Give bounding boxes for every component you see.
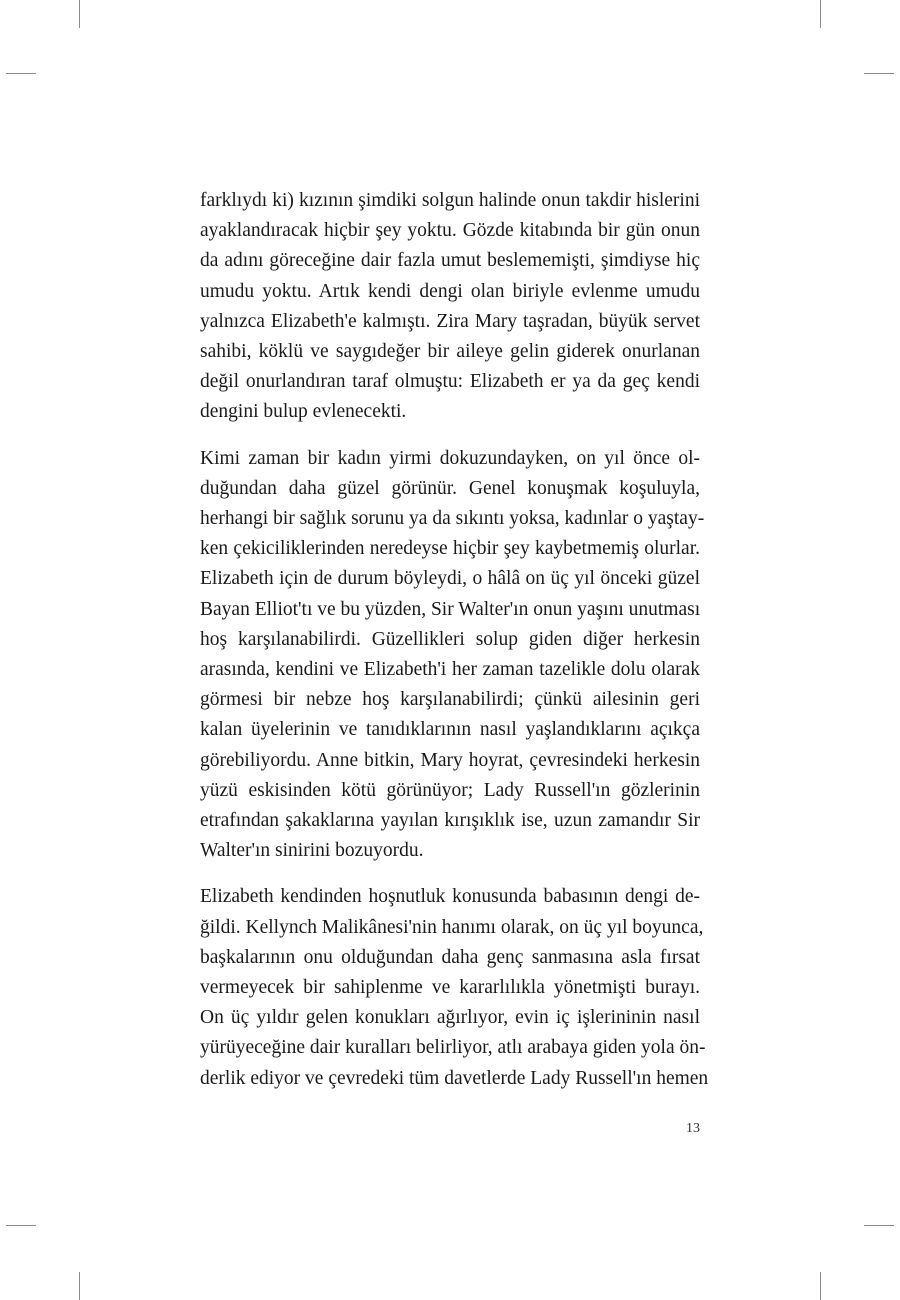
text-line: değil onurlandıran taraf olmuştu: Elizabeth er ya da geç kendi — [200, 371, 700, 393]
paragraph — [200, 444, 705, 867]
crop-mark-bottom-right-vertical — [820, 1272, 821, 1300]
page-number: 13 — [686, 1121, 700, 1136]
text-line: sahibi, köklü ve saygıdeğer bir aileye gelin giderek onurlanan — [200, 341, 700, 363]
crop-mark-top-right-vertical — [820, 0, 821, 28]
crop-mark-bottom-right-horizontal — [864, 1225, 894, 1226]
text-line: ğildi. Kellynch Malikânesi'nin hanımı olarak, on üç yıl boyunca, — [200, 916, 704, 938]
crop-mark-top-left-vertical — [79, 0, 80, 28]
text-line: görmesi bir nebze hoş karşılanabilirdi; çünkü ailesinin geri — [200, 689, 700, 711]
text-line: görebiliyordu. Anne bitkin, Mary hoyrat, çevresindeki herkesin — [200, 749, 700, 771]
crop-mark-bottom-left-horizontal — [6, 1225, 36, 1226]
crop-mark-bottom-left-vertical — [79, 1272, 80, 1300]
text-line: vermeyecek bir sahiplenme ve kararlılıkla yönetmişti burayı. — [200, 977, 700, 999]
text-line: Walter'ın sinirini bozuyordu. — [200, 840, 424, 862]
paragraph — [200, 186, 700, 428]
text-line: umudu yoktu. Artık kendi dengi olan biriyle evlenme umudu — [200, 280, 700, 302]
text-line: arasında, kendini ve Elizabeth'i her zaman tazelikle dolu olarak — [200, 659, 700, 681]
text-line: Kimi zaman bir kadın yirmi dokuzundayken, on yıl önce ol- — [200, 447, 700, 469]
text-line: Elizabeth için de durum böyleydi, o hâlâ on üç yıl önceki güzel — [200, 568, 700, 590]
crop-mark-top-right-horizontal — [864, 73, 894, 74]
text-line: hoş karşılanabilirdi. Güzellikleri solup giden diğer herkesin — [200, 628, 700, 650]
text-line: Bayan Elliot'tı ve bu yüzden, Sir Walter'ın onun yaşını unutması — [200, 598, 701, 620]
crop-mark-top-left-horizontal — [6, 73, 36, 74]
text-line: herhangi bir sağlık sorunu ya da sıkıntı yoksa, kadınlar o yaştay- — [200, 508, 705, 530]
text-line: yüzü eskisinden kötü görünüyor; Lady Russell'ın gözlerinin — [200, 779, 700, 801]
text-line: farklıydı ki) kızının şimdiki solgun halinde onun takdir hislerini — [200, 190, 700, 211]
paragraph — [200, 882, 709, 1093]
text-line: kalan üyelerinin ve tanıdıklarının nasıl yaşlandıklarını açıkça — [200, 719, 700, 741]
text-line: ken çekiciliklerinden neredeyse hiçbir şey kaybetmemiş olurlar. — [200, 538, 700, 560]
body-text — [200, 186, 709, 1110]
text-line: da adını göreceğine dair fazla umut beslememişti, şimdiyse hiç — [200, 250, 700, 272]
text-line: Elizabeth kendinden hoşnutluk konusunda babasının dengi de- — [200, 886, 700, 908]
text-line: etrafından şakaklarına yayılan kırışıklık ise, uzun zamandır Sir — [200, 810, 700, 832]
text-line: ayaklandıracak hiçbir şey yoktu. Gözde kitabında bir gün onun — [200, 220, 700, 242]
text-line: başkalarının onu olduğundan daha genç sanmasına asla fırsat — [200, 946, 700, 968]
text-line: derlik ediyor ve çevredeki tüm davetlerde Lady Russell'ın hemen — [200, 1067, 709, 1089]
text-line: dengini bulup evlenecekti. — [200, 401, 407, 423]
text-line: yürüyeceğine dair kuralları belirliyor, atlı arabaya giden yola ön- — [200, 1037, 706, 1059]
text-line: duğundan daha güzel görünür. Genel konuşmak koşuluyla, — [200, 477, 700, 499]
text-line: yalnızca Elizabeth'e kalmıştı. Zira Mary taşradan, büyük servet — [200, 310, 700, 332]
text-line: On üç yıldır gelen konukları ağırlıyor, evin iç işlerininin nasıl — [200, 1007, 700, 1029]
